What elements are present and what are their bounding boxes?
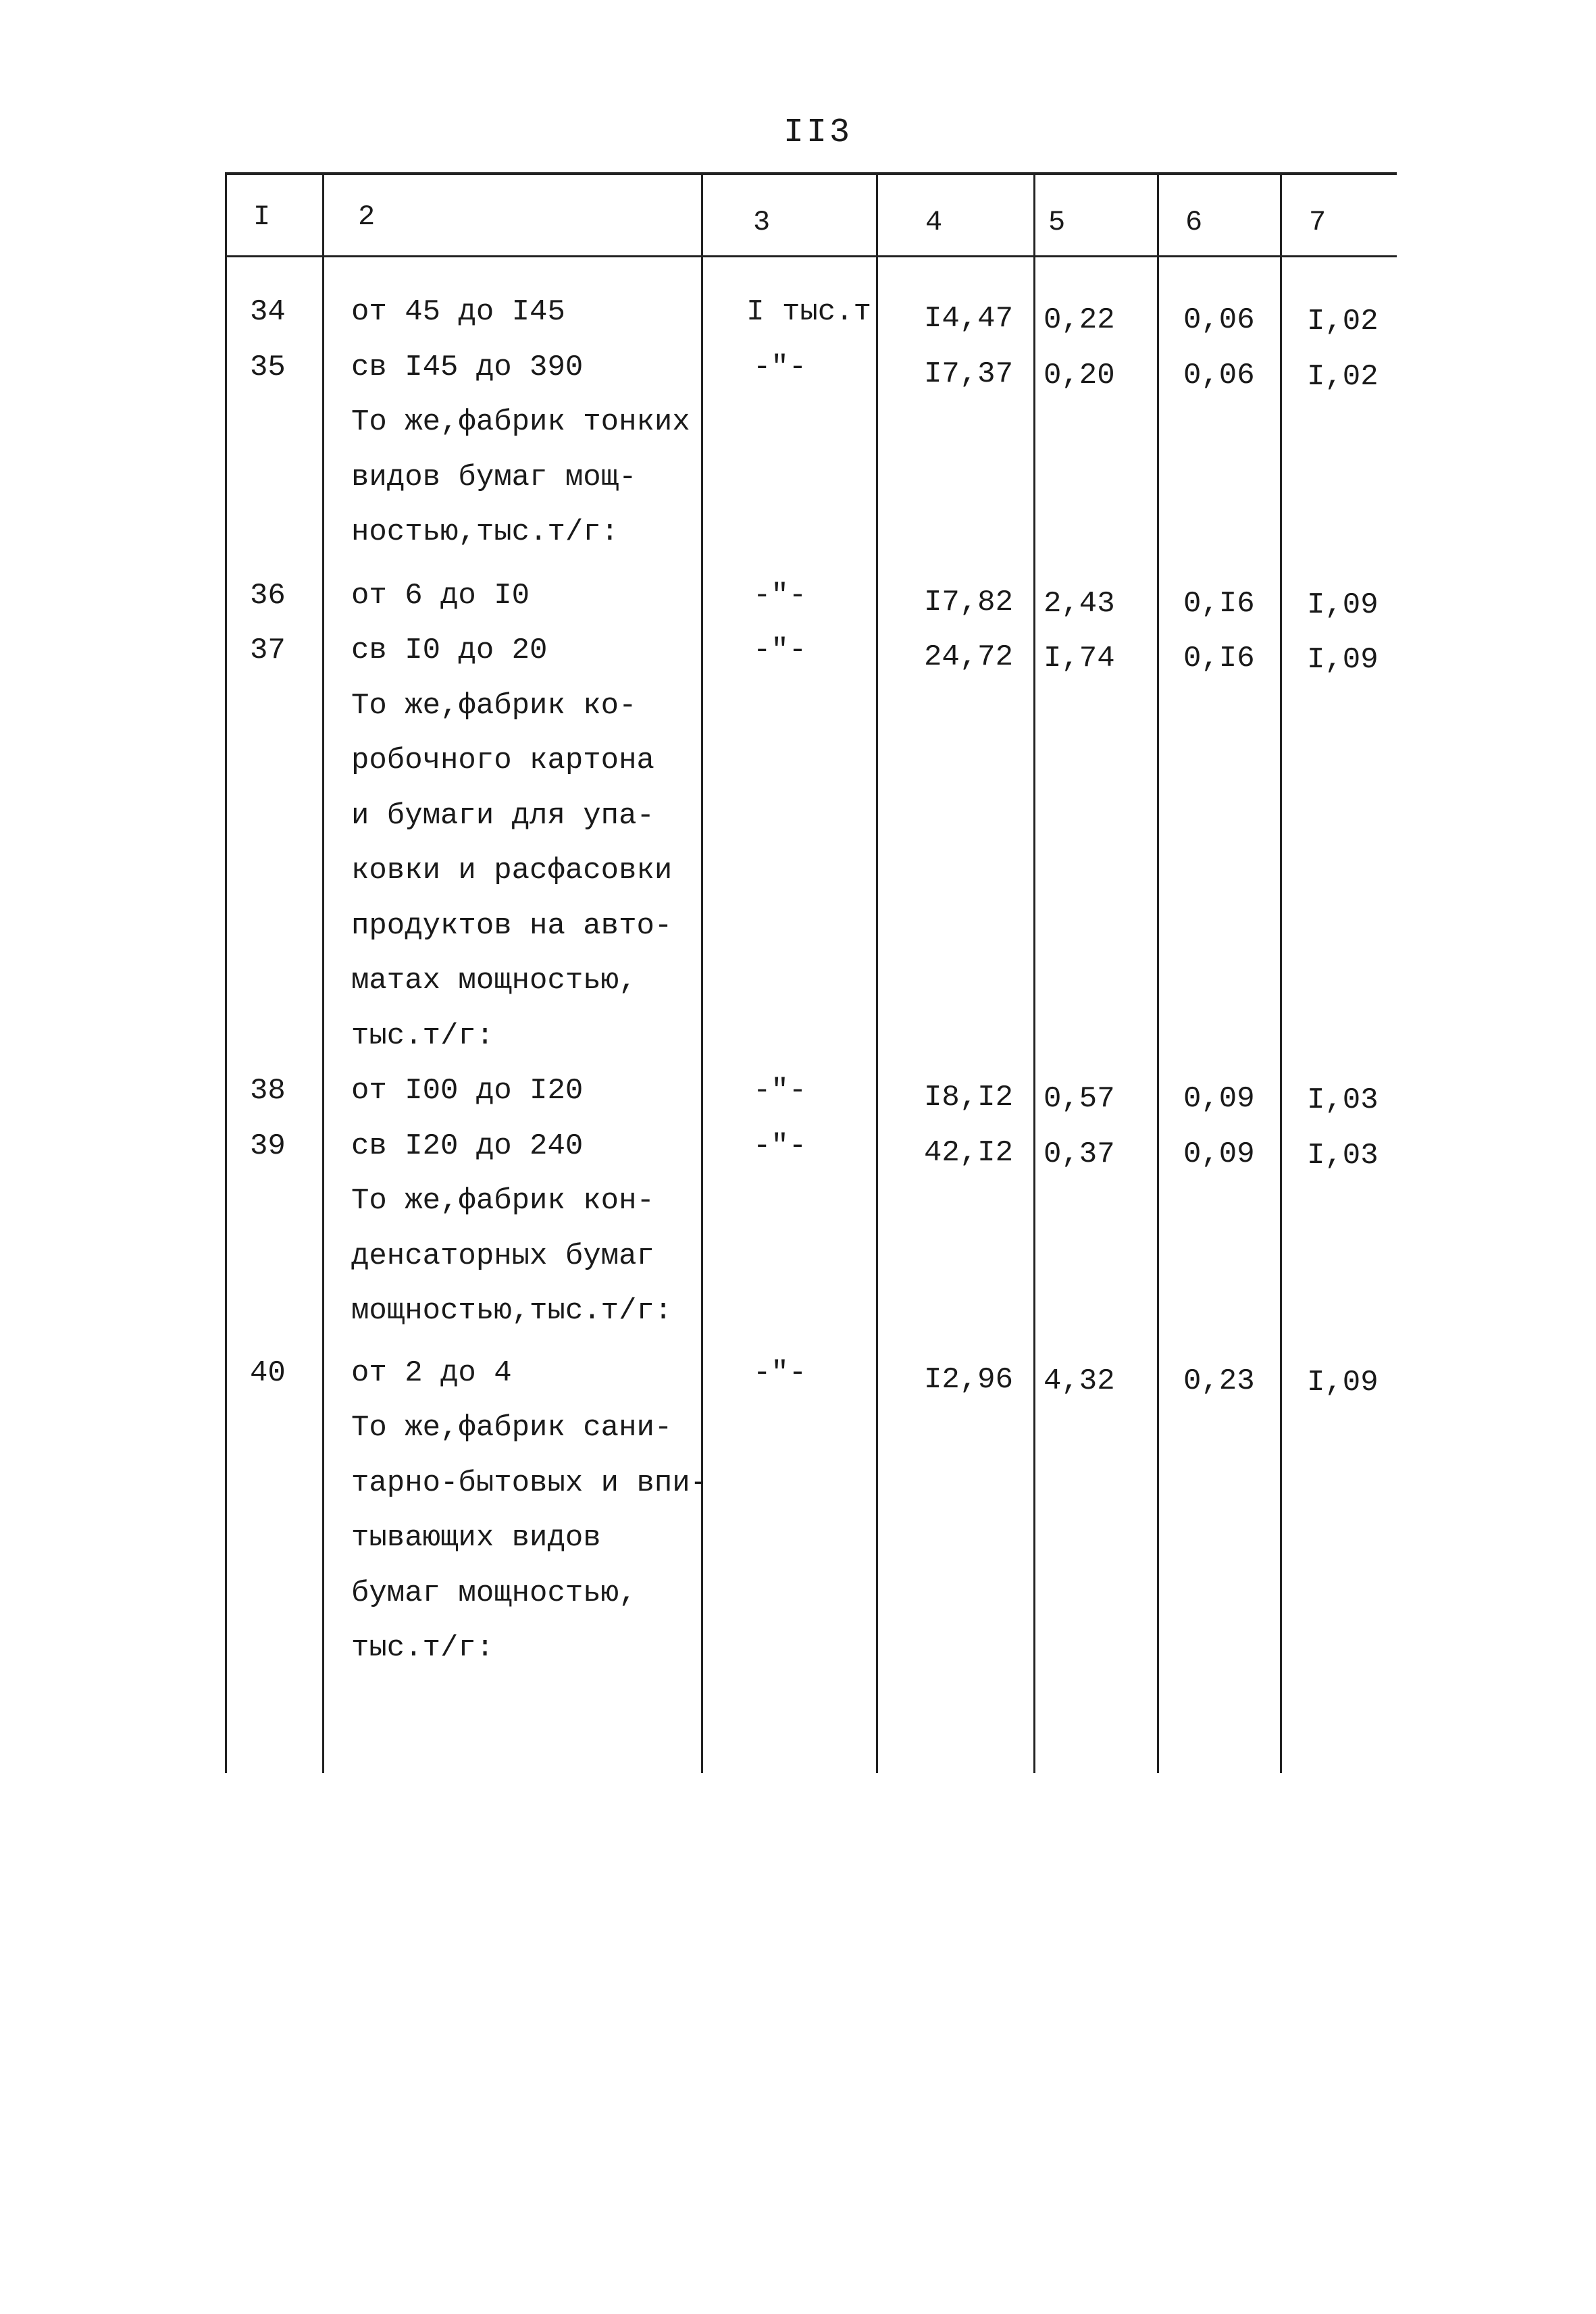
description-cell: тарно-бытовых и впи- xyxy=(351,1466,709,1500)
value-col-6-cell: 0,06 xyxy=(1183,303,1255,337)
table-column-rule xyxy=(701,172,703,1773)
value-col-4-cell: I8,I2 xyxy=(923,1081,1013,1114)
value-col-4-cell: 24,72 xyxy=(923,640,1013,674)
table-header-cell: 5 xyxy=(1048,206,1066,238)
table-header-cell: 2 xyxy=(358,201,376,233)
description-cell: То же,фабрик кон- xyxy=(351,1184,654,1218)
table-column-rule xyxy=(322,172,324,1773)
description-cell: То же,фабрик тонких xyxy=(351,405,690,439)
value-col-6-cell: 0,I6 xyxy=(1183,642,1255,675)
value-col-7-cell: I,03 xyxy=(1307,1083,1379,1117)
value-col-7-cell: I,02 xyxy=(1307,359,1379,394)
row-number-cell: 35 xyxy=(250,350,286,384)
description-cell: тыс.т/г: xyxy=(351,1019,494,1053)
unit-cell: -"- xyxy=(753,578,807,613)
row-number-cell: 39 xyxy=(250,1129,286,1163)
value-col-6-cell: 0,06 xyxy=(1183,358,1255,392)
unit-cell: -"- xyxy=(753,634,807,667)
value-col-6-cell: 0,23 xyxy=(1183,1364,1255,1398)
row-number-cell: 37 xyxy=(250,634,286,667)
description-cell: от 6 до I0 xyxy=(351,578,530,613)
description-cell: То же,фабрик сани- xyxy=(351,1411,673,1445)
value-col-4-cell: I4,47 xyxy=(923,302,1013,336)
description-cell: тывающих видов xyxy=(351,1521,601,1555)
value-col-5-cell: 0,22 xyxy=(1044,303,1115,337)
description-cell: св I0 до 20 xyxy=(351,634,548,667)
table-top-rule xyxy=(225,172,1397,175)
table-column-rule xyxy=(876,172,878,1773)
value-col-7-cell: I,09 xyxy=(1307,643,1379,677)
table-header-cell: 6 xyxy=(1185,206,1203,238)
description-cell: и бумаги для упа- xyxy=(351,798,654,833)
value-col-6-cell: 0,I6 xyxy=(1183,586,1255,621)
value-col-7-cell: I,09 xyxy=(1307,588,1379,622)
description-cell: робочного картона xyxy=(351,744,654,777)
value-col-5-cell: 0,37 xyxy=(1044,1137,1115,1171)
value-col-6-cell: 0,09 xyxy=(1183,1137,1255,1171)
description-cell: от 45 до I45 xyxy=(351,295,565,329)
unit-cell: I тыс.т xyxy=(746,295,871,329)
description-cell: матах мощностью, xyxy=(351,964,637,998)
description-cell: То же,фабрик ко- xyxy=(351,688,637,723)
value-col-5-cell: 2,43 xyxy=(1044,586,1115,621)
table-header-cell: 7 xyxy=(1309,206,1327,238)
description-cell: ностью,тыс.т/г: xyxy=(351,515,619,549)
table-column-rule xyxy=(1157,172,1159,1773)
unit-cell: -"- xyxy=(753,1356,807,1390)
row-number-cell: 36 xyxy=(250,578,286,613)
row-number-cell: 40 xyxy=(250,1356,286,1390)
page-number: II3 xyxy=(783,113,853,152)
table-column-rule xyxy=(1280,172,1282,1773)
value-col-5-cell: I,74 xyxy=(1044,642,1115,675)
unit-cell: -"- xyxy=(753,1074,807,1108)
description-cell: св I20 до 240 xyxy=(351,1129,584,1163)
value-col-4-cell: I2,96 xyxy=(923,1362,1013,1397)
description-cell: от I00 до I20 xyxy=(351,1074,584,1108)
description-cell: св I45 до 390 xyxy=(351,350,584,384)
table-column-rule xyxy=(225,172,227,1773)
description-cell: продуктов на авто- xyxy=(351,908,673,943)
unit-cell: -"- xyxy=(753,350,807,384)
description-cell: ковки и расфасовки xyxy=(351,854,673,888)
description-cell: денсаторных бумаг xyxy=(351,1239,654,1273)
table-header-cell: 4 xyxy=(925,206,943,238)
table-header-rule xyxy=(225,255,1397,257)
table-header-cell: 3 xyxy=(753,206,771,238)
value-col-7-cell: I,02 xyxy=(1307,305,1379,338)
value-col-4-cell: 42,I2 xyxy=(923,1135,1013,1170)
description-cell: мощностью,тыс.т/г: xyxy=(351,1294,673,1328)
value-col-5-cell: 0,57 xyxy=(1044,1082,1115,1116)
value-col-6-cell: 0,09 xyxy=(1183,1082,1255,1116)
value-col-5-cell: 0,20 xyxy=(1044,358,1115,392)
value-col-5-cell: 4,32 xyxy=(1044,1364,1115,1398)
value-col-7-cell: I,09 xyxy=(1307,1365,1379,1399)
description-cell: бумаг мощностью, xyxy=(351,1576,637,1610)
value-col-4-cell: I7,37 xyxy=(923,357,1013,391)
description-cell: тыс.т/г: xyxy=(351,1631,494,1665)
unit-cell: -"- xyxy=(753,1129,807,1163)
row-number-cell: 34 xyxy=(250,295,286,329)
value-col-7-cell: I,03 xyxy=(1307,1138,1379,1173)
table-column-rule xyxy=(1033,172,1035,1773)
table-header-cell: I xyxy=(253,201,271,233)
row-number-cell: 38 xyxy=(250,1074,286,1108)
description-cell: от 2 до 4 xyxy=(351,1356,512,1390)
description-cell: видов бумаг мощ- xyxy=(351,460,637,494)
value-col-4-cell: I7,82 xyxy=(923,585,1013,619)
